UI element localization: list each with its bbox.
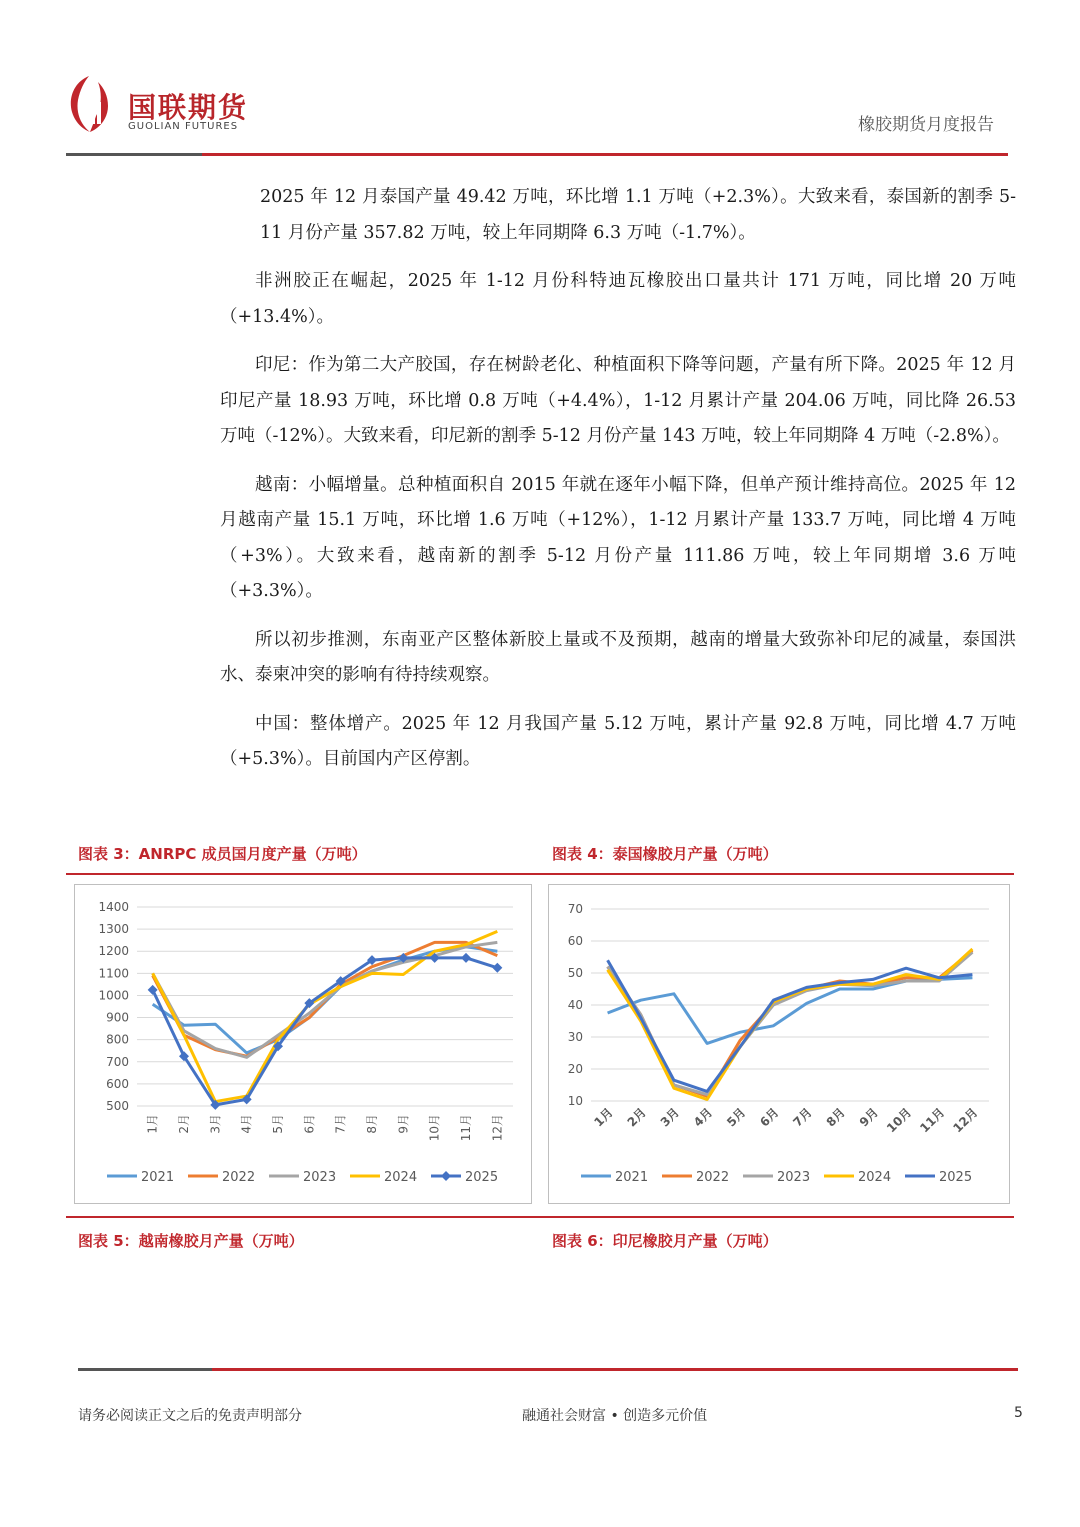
- legend-label: 2025: [939, 1170, 973, 1185]
- y-tick-label: 1300: [98, 922, 129, 937]
- x-tick-label: 8月: [365, 1114, 379, 1134]
- guolian-logo-icon: [66, 72, 112, 134]
- x-tick-label: 4月: [690, 1105, 716, 1130]
- x-tick-label: 7月: [333, 1114, 348, 1134]
- x-tick-label: 3月: [208, 1114, 223, 1134]
- x-tick-label: 11月: [917, 1105, 948, 1136]
- y-tick-label: 60: [567, 934, 583, 948]
- x-tick-label: 5月: [724, 1105, 749, 1130]
- y-tick-label: 600: [106, 1076, 129, 1091]
- paragraph-vietnam: 越南：小幅增量。总种植面积自 2015 年就在逐年小幅下降，但单产预计维持高位。2025 年 12 月越南产量 15.1 万吨，环比增 1.6 万吨（+12%），1-12 月累计产量 133.7 万吨，同比增 4 万吨（+3%）。大致来看，越南新的割季 5-12 月份产量 111.86 万吨，较上年同期增 3.6 万吨（+3.3%）。: [220, 474, 1016, 601]
- y-tick-label: 500: [106, 1099, 129, 1113]
- footer-rule-dark: [78, 1368, 212, 1371]
- body-text: [220, 180, 1016, 791]
- data-point-2025: [461, 953, 471, 963]
- x-tick-label: 9月: [856, 1105, 882, 1130]
- x-tick-label: 9月: [396, 1114, 411, 1134]
- paragraph-africa: 非洲胶正在崛起，2025 年 1-12 月份科特迪瓦橡胶出口量共计 171 万吨，同比增 20 万吨（+13.4%）。: [220, 271, 1016, 327]
- y-tick-label: 1000: [98, 988, 129, 1003]
- y-tick-label: 1100: [98, 966, 129, 981]
- paragraph-summary: 所以初步推测，东南亚产区整体新胶上量或不及预期，越南的增量大致弥补印尼的减量，泰国洪水、泰柬冲突的影响有待持续观察。: [220, 629, 1016, 685]
- data-point-2025: [492, 963, 502, 973]
- header-rule-red: [202, 153, 1008, 156]
- legend-marker: [441, 1171, 451, 1181]
- y-tick-label: 800: [106, 1032, 129, 1047]
- x-tick-label: 12月: [950, 1105, 981, 1136]
- data-point-2025: [148, 985, 158, 995]
- paragraph-thailand: 2025 年 12 月泰国产量 49.42 万吨，环比增 1.1 万吨（+2.3%）。大致来看，泰国新的割季 5-11 月份产量 357.82 万吨，较上年同期降 6.3 万吨（-1.7%）。: [260, 187, 1016, 243]
- legend-label: 2021: [141, 1170, 175, 1185]
- chart-thailand-svg: [549, 885, 1009, 1203]
- x-tick-label: 1月: [591, 1105, 616, 1130]
- x-tick-label: 7月: [790, 1105, 815, 1130]
- footer-disclaimer: 请务必阅读正文之后的免责声明部分: [78, 1408, 302, 1424]
- x-tick-label: 1月: [145, 1114, 160, 1134]
- header-rule-dark: [66, 153, 202, 156]
- y-tick-label: 1200: [98, 944, 129, 959]
- y-tick-label: 700: [106, 1054, 129, 1069]
- report-title: 橡胶期货月度报告: [858, 115, 994, 135]
- footer-slogan: 融通社会财富 • 创造多元价值: [522, 1408, 708, 1424]
- x-tick-label: 6月: [757, 1105, 782, 1130]
- series-line-2023: [608, 952, 973, 1094]
- logo-english: GUOLIAN FUTURES: [128, 121, 239, 132]
- x-tick-label: 12月: [490, 1114, 505, 1142]
- x-tick-label: 3月: [657, 1105, 683, 1130]
- x-tick-label: 5月: [271, 1114, 285, 1134]
- y-tick-label: 50: [567, 966, 583, 980]
- legend-label: 2022: [696, 1170, 730, 1185]
- y-tick-label: 30: [567, 1030, 583, 1044]
- series-line-2021: [608, 978, 973, 1044]
- figure-bottom-rule: [66, 1216, 1014, 1218]
- legend-label: 2021: [615, 1170, 649, 1185]
- page-header: [0, 0, 1080, 160]
- figure-6-title: 图表 6：印尼橡胶月产量（万吨）: [552, 1232, 778, 1250]
- x-tick-label: 2月: [624, 1105, 649, 1130]
- legend-label: 2023: [303, 1170, 337, 1185]
- legend-label: 2024: [384, 1170, 418, 1185]
- y-tick-label: 1400: [98, 900, 129, 914]
- figure-3-title: 图表 3：ANRPC 成员国月度产量（万吨）: [78, 845, 367, 863]
- paragraph-china: 中国：整体增产。2025 年 12 月我国产量 5.12 万吨，累计产量 92.8 万吨，同比增 4.7 万吨（+5.3%）。目前国内产区停割。: [220, 713, 1016, 769]
- legend-label: 2022: [222, 1170, 256, 1185]
- chart-thailand: [548, 884, 1010, 1204]
- y-tick-label: 900: [106, 1010, 129, 1025]
- x-tick-label: 10月: [427, 1114, 442, 1142]
- chart-anrpc: [74, 884, 532, 1204]
- y-tick-label: 20: [567, 1062, 583, 1076]
- x-tick-label: 2月: [177, 1114, 191, 1134]
- chart-anrpc-svg: [75, 885, 531, 1203]
- page-number: 5: [1014, 1405, 1023, 1421]
- legend-label: 2024: [858, 1170, 892, 1185]
- logo-wordmark: 国联期货: [128, 91, 249, 124]
- y-tick-label: 10: [567, 1094, 583, 1108]
- y-tick-label: 40: [567, 998, 583, 1012]
- figure-top-rule: [66, 873, 1014, 875]
- x-tick-label: 6月: [302, 1114, 317, 1134]
- series-line-2025: [153, 958, 498, 1105]
- x-tick-label: 11月: [459, 1114, 473, 1142]
- paragraph-indonesia: 印尼：作为第二大产胶国，存在树龄老化、种植面积下降等问题，产量有所下降。2025 年 12 月印尼产量 18.93 万吨，环比增 0.8 万吨（+4.4%），1-12 月累计产量 204.06 万吨，同比降 26.53 万吨（-12%）。大致来看，印尼新的割季 5-12 月份产量 143 万吨，较上年同期降 4 万吨（-2.8%）。: [220, 355, 1016, 446]
- x-tick-label: 8月: [823, 1105, 848, 1130]
- y-tick-label: 70: [567, 902, 583, 916]
- x-tick-label: 10月: [884, 1105, 915, 1136]
- legend-label: 2025: [465, 1170, 499, 1185]
- legend-label: 2023: [777, 1170, 811, 1185]
- footer-rule-red: [212, 1368, 1018, 1371]
- x-tick-label: 4月: [239, 1114, 254, 1134]
- figure-4-title: 图表 4：泰国橡胶月产量（万吨）: [552, 845, 778, 863]
- figure-5-title: 图表 5：越南橡胶月产量（万吨）: [78, 1232, 304, 1250]
